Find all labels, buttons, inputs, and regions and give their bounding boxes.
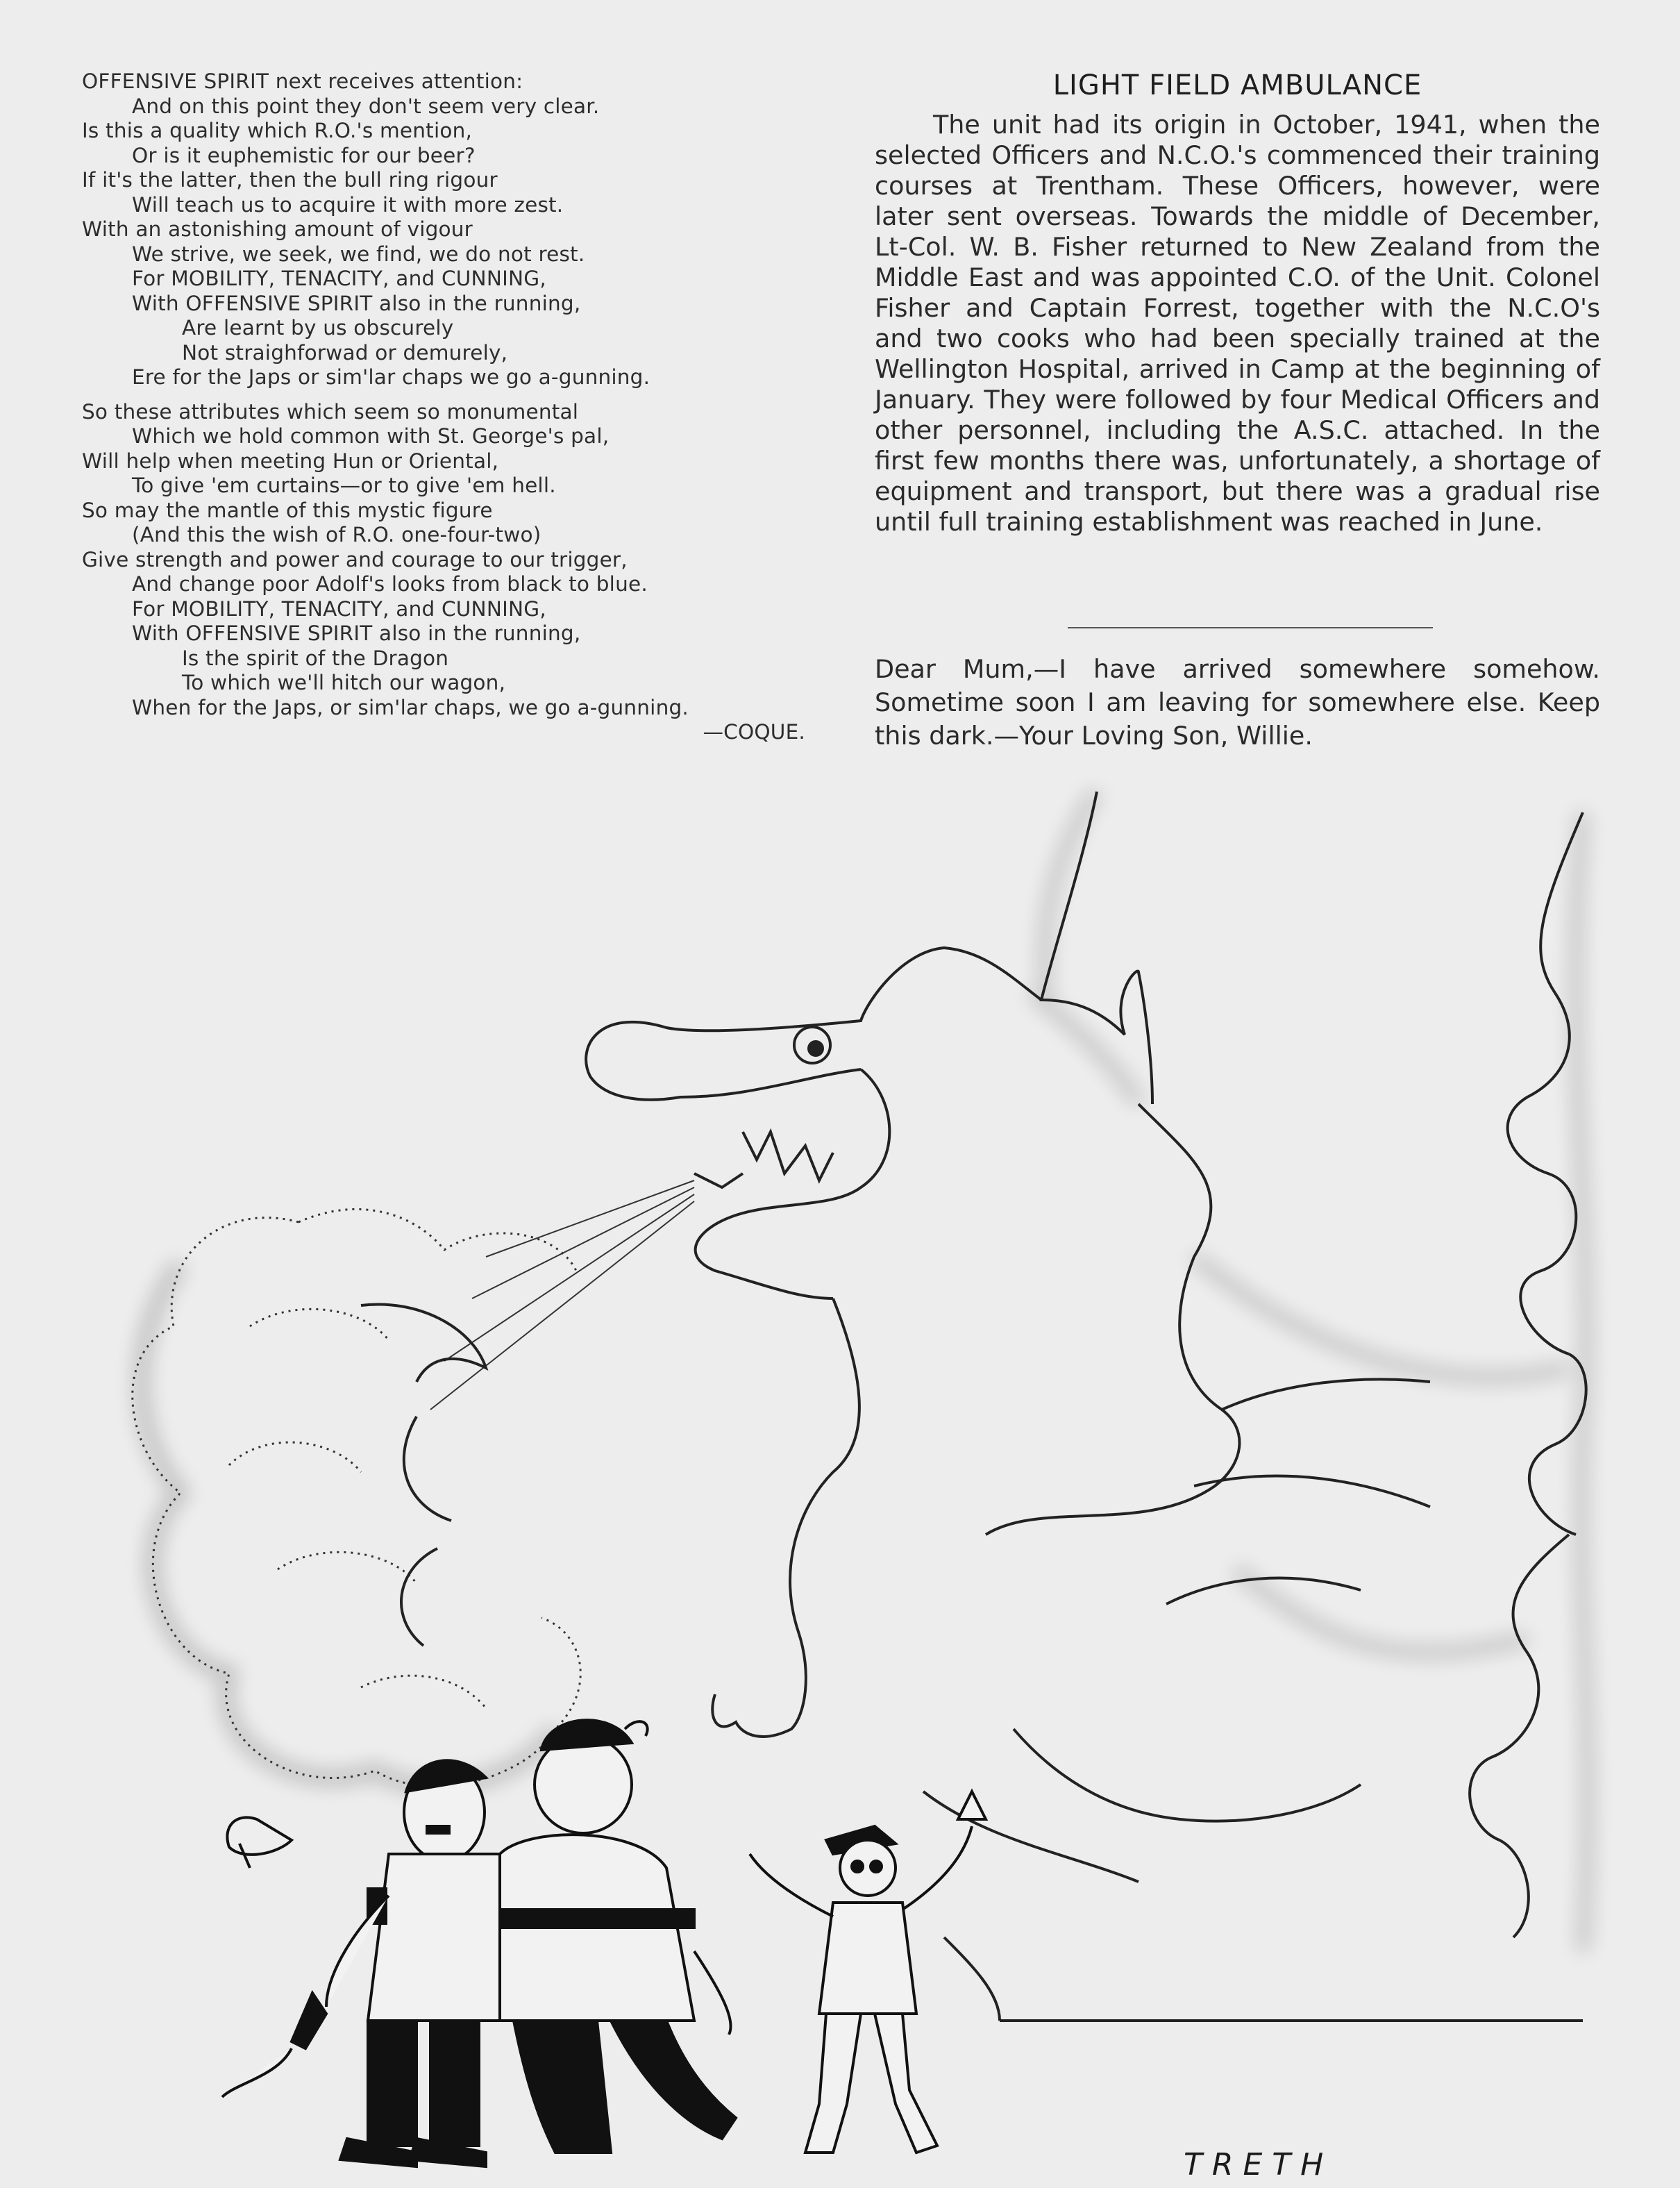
poem	[82, 69, 818, 745]
cloud-curls	[361, 1304, 486, 1646]
poem-line: OFFENSIVE SPIRIT next receives attention:	[82, 69, 523, 93]
poem-signature: —COQUE.	[703, 720, 805, 744]
poem-line: With OFFENSIVE SPIRIT also in the running,	[132, 621, 581, 645]
poem-line: For MOBILITY, TENACITY, and CUNNING,	[132, 596, 546, 621]
article-body: The unit had its origin in October, 1941, when the selected Officers and N.C.O.'s commenced their training courses at Trentham. These Officers, however, were later sent overseas. Towards the middle of December, Lt-Col. W. B. Fisher returned to New Zealand from the Middle East and was appointed C.O. of the Unit. Colonel Fisher and Captain Forrest, together with the N.C.O's and two cooks who had been specially trained at the Wellington Hospital, arrived in Camp at the beginning of January. They were followed by four Medical Officers and other personnel, including the A.S.C. attached. In the first few months there was, unfortunately, a shortage of equipment and transport, but there was a gradual rise until full training establishment was reached in June.	[875, 110, 1600, 537]
breath-streaks	[430, 1180, 694, 1410]
poem-line: To give 'em curtains—or to give 'em hell.	[132, 474, 556, 497]
poem-line: If it's the latter, then the bull ring rigour	[82, 168, 498, 192]
poem-line: Will help when meeting Hun or Oriental,	[82, 449, 499, 473]
poem-line: When for the Japs, or sim'lar chaps, we go a-gunning.	[132, 695, 689, 719]
poem-line: Not straighforwad or demurely,	[182, 340, 508, 365]
poem-line: (And this the wish of R.O. one-four-two)	[132, 523, 541, 546]
article-title: LIGHT FIELD AMBULANCE	[1052, 69, 1422, 101]
artist-signature: TRETH	[1184, 2147, 1334, 2182]
stanza-gap	[82, 390, 818, 400]
poem-line: Ere for the Japs or sim'lar chaps we go a-gunning.	[132, 365, 650, 389]
poem-line: So these attributes which seem so monumental	[82, 399, 579, 424]
letter-text: Dear Mum,—I have arrived somewhere somehow. Sometime soon I am leaving for somewhere else. Keep this dark.—Your Loving Son, Willie.	[875, 654, 1600, 751]
dragon-cartoon-illustration	[0, 771, 1680, 2188]
japanese-soldier-caricature	[750, 1792, 986, 2153]
poem-line: Or is it euphemistic for our beer?	[132, 143, 476, 167]
divider	[1068, 627, 1433, 628]
poem-line: Is the spirit of the Dragon	[182, 646, 449, 670]
poem-line: And on this point they don't seem very clear.	[132, 94, 600, 118]
poem-line: So may the mantle of this mystic figure	[82, 498, 493, 522]
hitler-caricature	[222, 1760, 528, 2166]
poem-line: With OFFENSIVE SPIRIT also in the running,	[132, 291, 581, 315]
poem-line: With an astonishing amount of vigour	[82, 217, 473, 241]
dragon	[586, 792, 1588, 2021]
poem-line: We strive, we seek, we find, we do not rest.	[132, 242, 585, 266]
poem-line: Will teach us to acquire it with more zest.	[132, 192, 564, 217]
poem-line: Which we hold common with St. George's pal,	[132, 424, 610, 448]
article	[875, 69, 1600, 537]
poem-line: Give strength and power and courage to our trigger,	[82, 547, 628, 571]
mussolini-caricature	[500, 1720, 736, 2153]
poem-line: To which we'll hitch our wagon,	[182, 671, 506, 694]
poem-line: Is this a quality which R.O.'s mention,	[82, 119, 473, 142]
poem-line: For MOBILITY, TENACITY, and CUNNING,	[132, 267, 546, 290]
poem-line: And change poor Adolf's looks from black to blue.	[132, 572, 648, 596]
poem-line: Are learnt by us obscurely	[182, 316, 454, 340]
breath-cloud	[133, 1209, 580, 1786]
